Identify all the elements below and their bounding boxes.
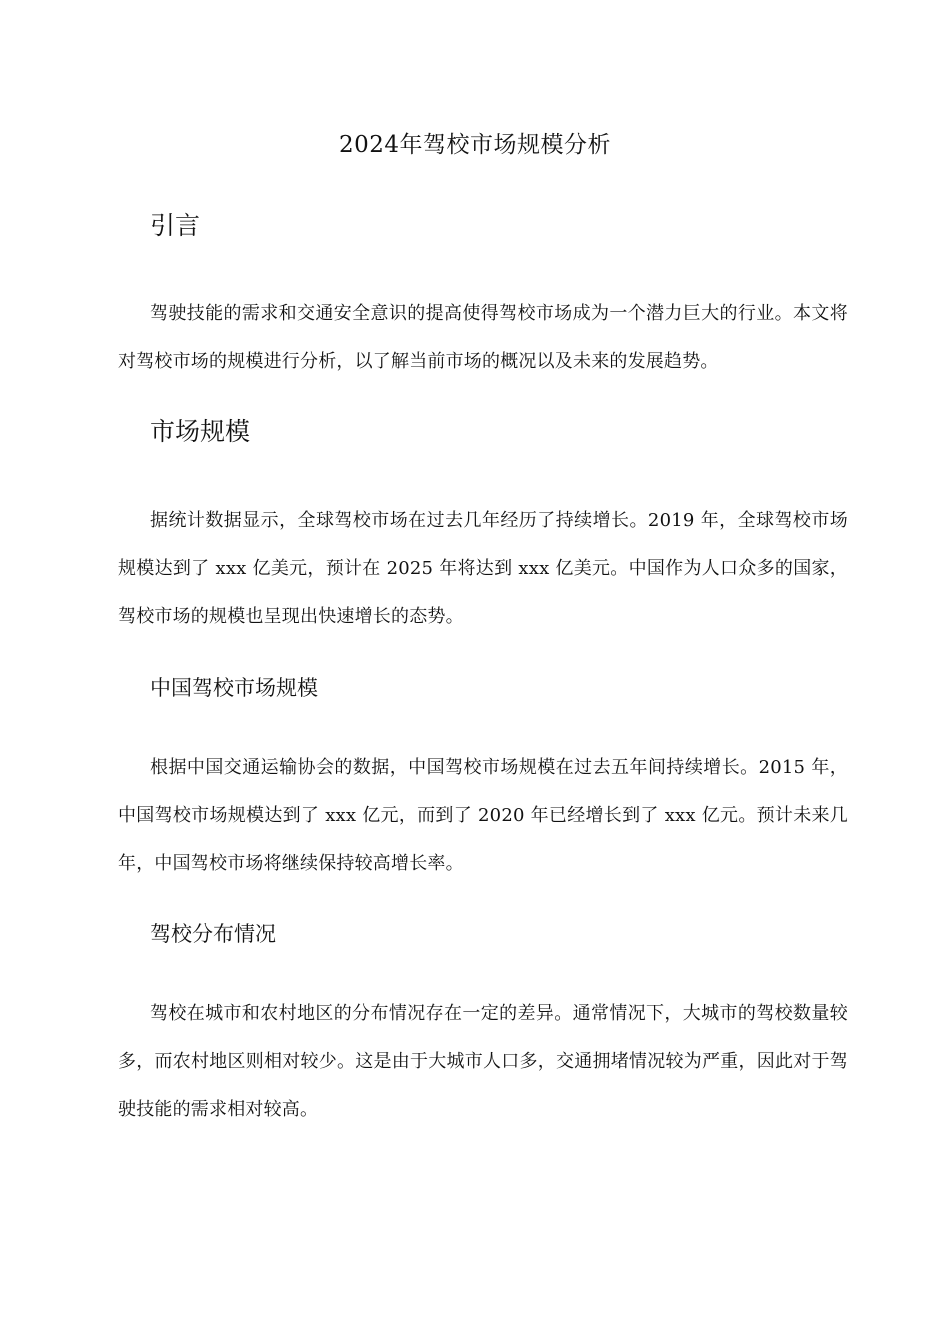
section-paragraph-distribution: 驾校在城市和农村地区的分布情况存在一定的差异。通常情况下，大城市的驾校数量较多，而农村地区则相对较少。这是由于大城市人口多，交通拥堵情况较为严重，因此对于驾驶技能的需求相对较高。 xyxy=(118,1003,848,1120)
section-paragraph-china-market: 根据中国交通运输协会的数据，中国驾校市场规模在过去五年间持续增长。2015 年，中国驾校市场规模达到了 xxx 亿元，而到了 2020 年已经增长到了 xxx 亿元。预计未来几年，中国驾校市场将继续保持较高增长率。 xyxy=(118,757,848,874)
section-heading-introduction: 引言 xyxy=(150,211,201,240)
document-title: 2024年驾校市场规模分析 xyxy=(338,132,612,158)
section-heading-china-market: 中国驾校市场规模 xyxy=(150,676,318,700)
section-heading-market-size: 市场规模 xyxy=(150,417,251,446)
section-paragraph-market-size: 据统计数据显示，全球驾校市场在过去几年经历了持续增长。2019 年，全球驾校市场规模达到了 xxx 亿美元，预计在 2025 年将达到 xxx 亿美元。中国作为人口众多的国家，驾校市场的规模也呈现出快速增长的态势。 xyxy=(118,510,848,627)
section-heading-distribution: 驾校分布情况 xyxy=(150,922,276,946)
section-paragraph-introduction: 驾驶技能的需求和交通安全意识的提高使得驾校市场成为一个潜力巨大的行业。本文将对驾校市场的规模进行分析，以了解当前市场的概况以及未来的发展趋势。 xyxy=(118,303,848,372)
